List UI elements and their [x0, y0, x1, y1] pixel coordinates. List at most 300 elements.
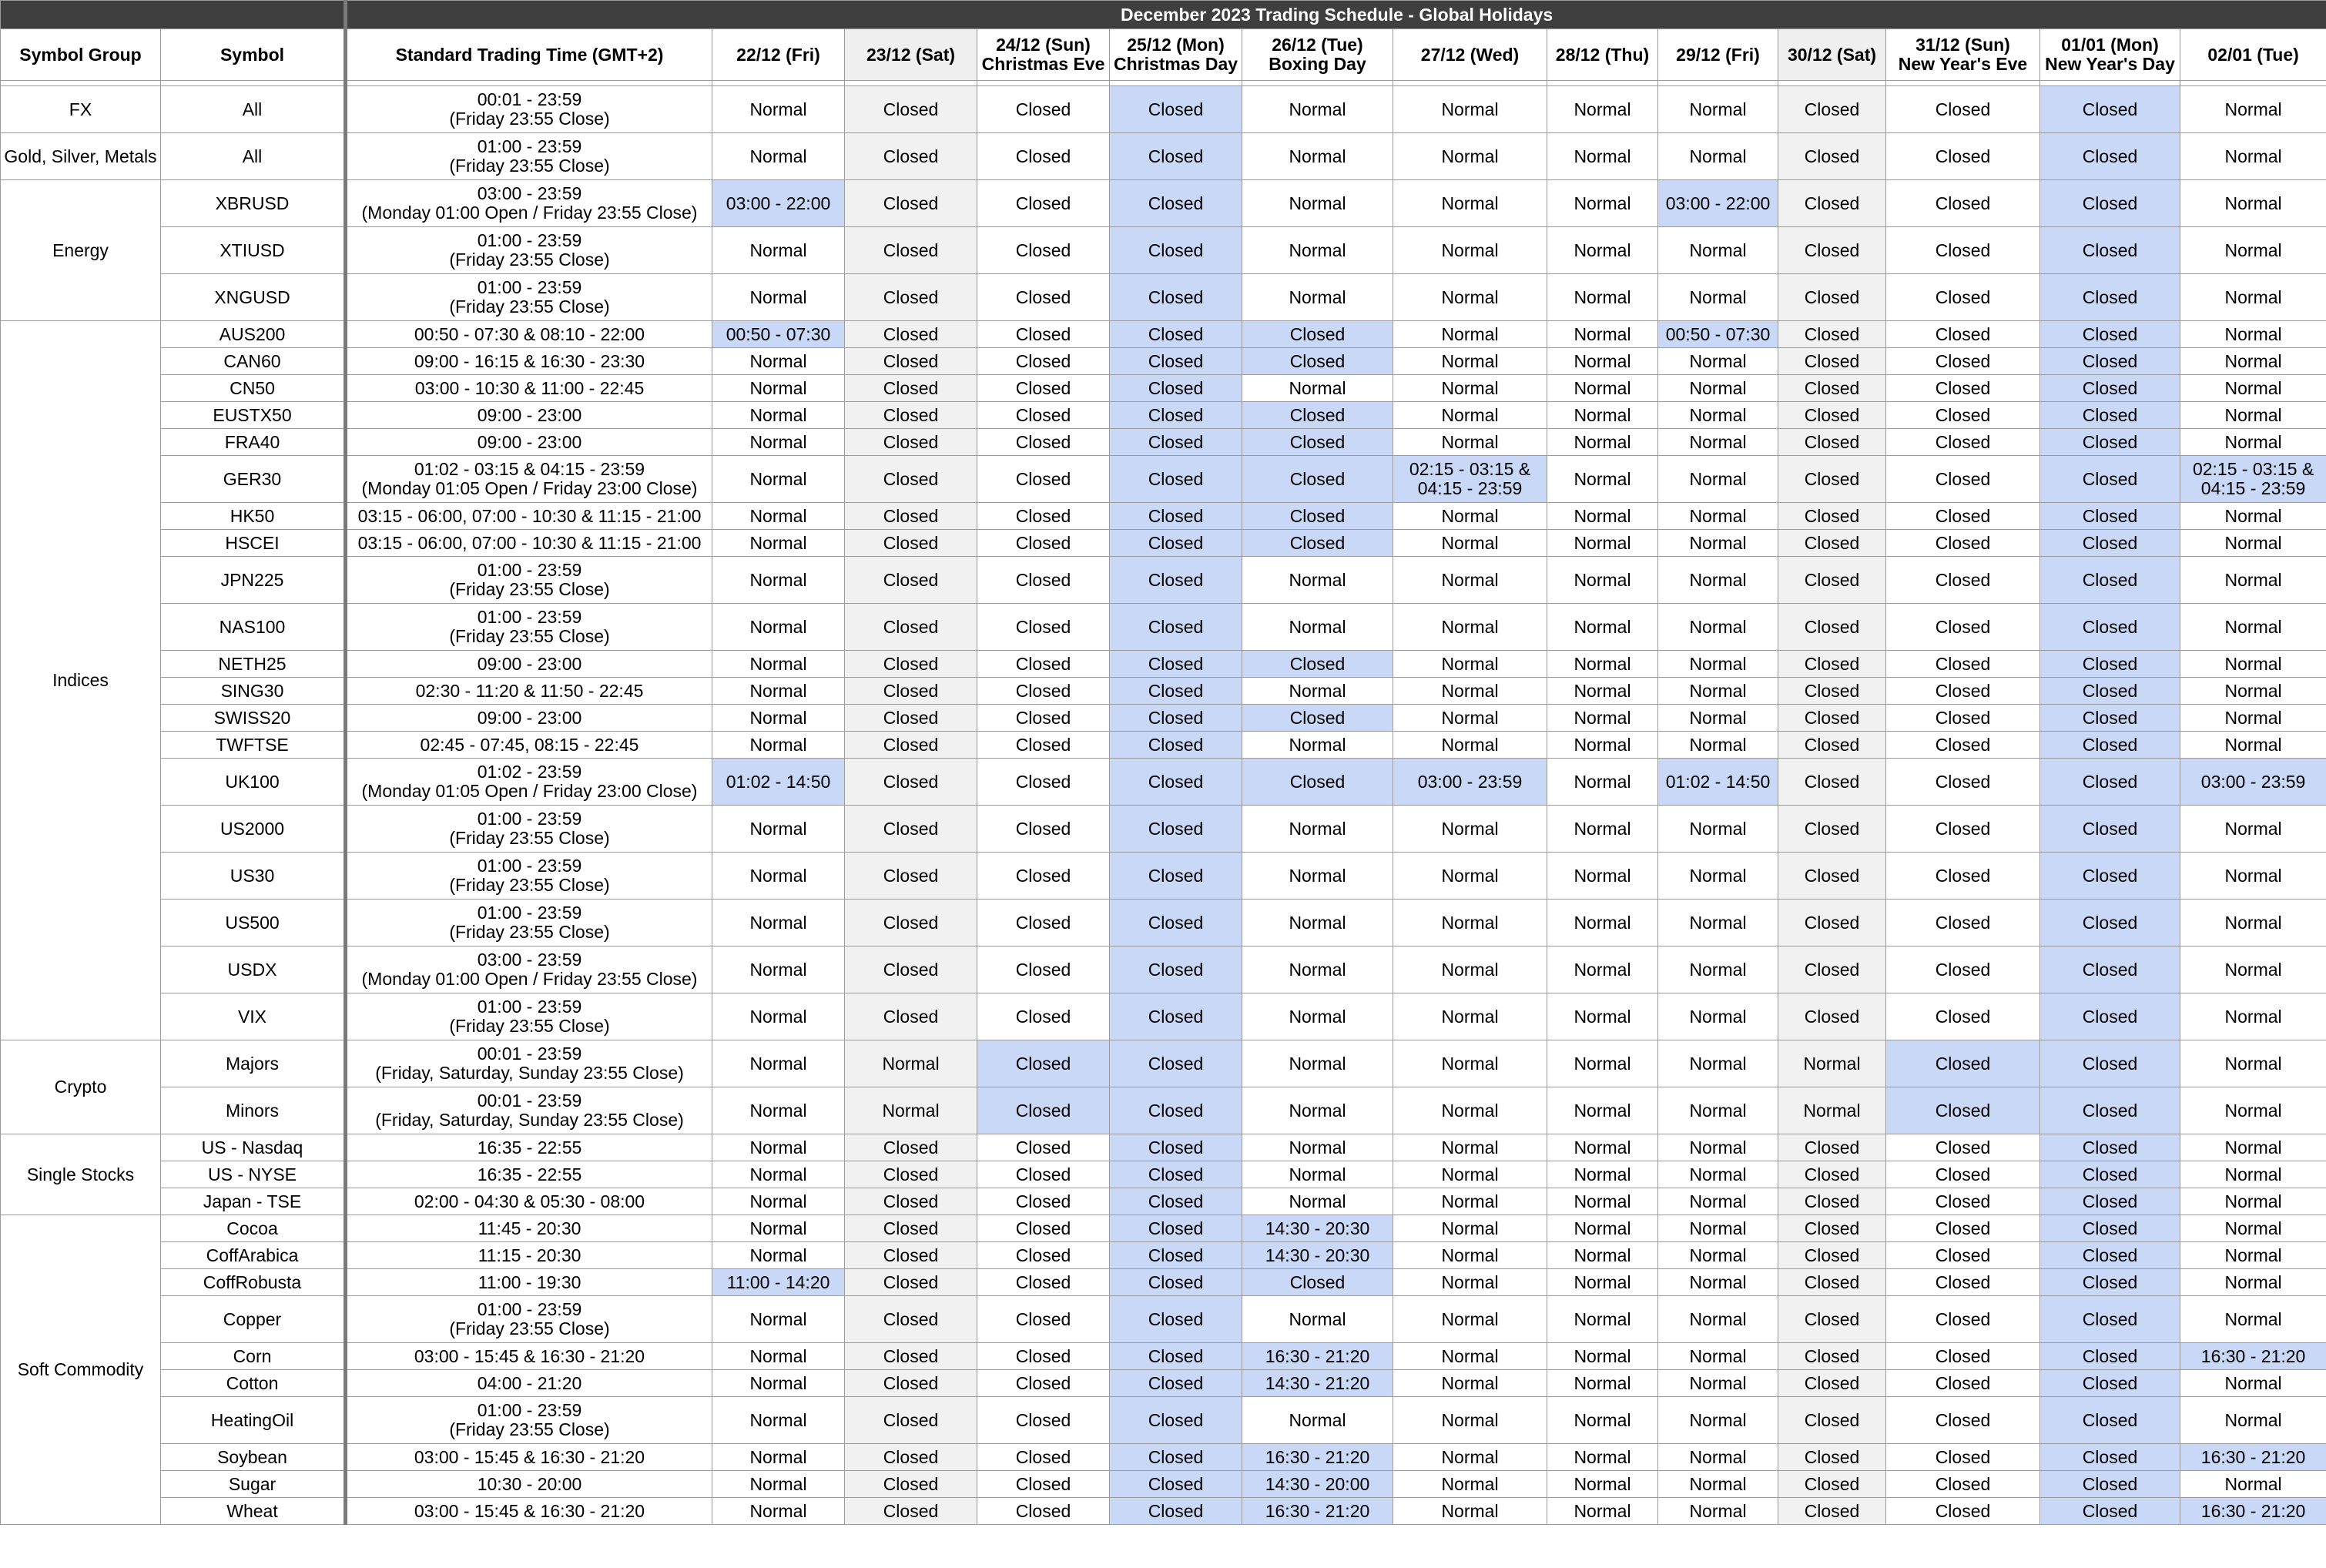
cell-text: 29/12 (Fri)	[1676, 44, 1760, 65]
table-row	[1, 946, 2326, 993]
day-cell	[1778, 180, 1886, 227]
cell-text: Closed	[1804, 1006, 1860, 1027]
cell-text: 28/12 (Thu)	[1555, 44, 1650, 65]
day-cell	[845, 1498, 977, 1525]
day-cell	[1393, 557, 1547, 604]
cell-text: 16:35 - 22:55	[477, 1137, 582, 1158]
cell-text: Normal	[1574, 1308, 1631, 1329]
cell-text: Closed	[1289, 505, 1346, 526]
cell-text: Normal	[1803, 1100, 1861, 1121]
day-cell	[1658, 321, 1778, 348]
day-cell	[2040, 227, 2180, 274]
standard-time-cell	[346, 759, 712, 806]
day-cell	[1393, 946, 1547, 993]
day-cell	[2180, 429, 2326, 456]
cell-text: Normal	[1574, 505, 1631, 526]
cell-text: Closed	[883, 323, 939, 344]
day-cell	[1242, 1242, 1393, 1269]
cell-text: Normal	[749, 1006, 807, 1027]
spacer-cell	[1393, 81, 1547, 86]
day-cell	[1778, 1498, 1886, 1525]
cell-text: 01:00 - 23:59	[477, 607, 582, 627]
day-cell	[1547, 806, 1658, 853]
day-cell	[1110, 274, 1242, 321]
cell-text: Normal	[2224, 1053, 2282, 1074]
symbol-cell: USDX	[161, 946, 346, 993]
cell-text: Normal	[2224, 1164, 2282, 1184]
day-cell	[2040, 946, 2180, 993]
table-row	[1, 86, 2326, 133]
cell-text: Normal	[1689, 1271, 1747, 1292]
table-row	[1, 180, 2326, 227]
day-cell	[1778, 1370, 1886, 1397]
cell-text: Normal	[1289, 146, 1346, 166]
cell-text: Closed	[1804, 468, 1860, 489]
cell-text: Closed	[1148, 1409, 1204, 1430]
day-cell	[1393, 1242, 1547, 1269]
cell-text: Normal	[1689, 1006, 1747, 1027]
cell-text: Normal	[1689, 1053, 1747, 1074]
symbol-cell: EUSTX50	[161, 402, 346, 429]
cell-text: Closed	[1804, 193, 1860, 213]
day-cell	[1110, 678, 1242, 705]
day-cell	[712, 321, 845, 348]
cell-text: Closed	[1935, 1191, 1991, 1211]
cell-text: Christmas Day	[1113, 54, 1238, 74]
day-cell	[1242, 946, 1393, 993]
cell-text: Normal	[2224, 616, 2282, 637]
cell-text: Closed	[2082, 193, 2138, 213]
cell-text: Normal	[1574, 1218, 1631, 1238]
day-cell	[1110, 1242, 1242, 1269]
day-cell	[1393, 321, 1547, 348]
cell-text: Closed	[1148, 959, 1204, 980]
cell-text: Normal	[1689, 99, 1747, 119]
cell-text: Normal	[2224, 1409, 2282, 1430]
day-cell	[845, 530, 977, 557]
day-cell	[712, 1134, 845, 1161]
day-cell	[1242, 1161, 1393, 1188]
cell-text: 01:00 - 23:59	[477, 997, 582, 1017]
day-cell	[1547, 678, 1658, 705]
day-cell	[1778, 853, 1886, 900]
cell-text: Closed	[1935, 1164, 1991, 1184]
day-cell	[977, 1498, 1110, 1525]
spacer-cell	[1886, 81, 2040, 86]
cell-text: Closed	[1148, 1053, 1204, 1074]
day-cell	[2180, 1242, 2326, 1269]
day-cell	[1547, 1296, 1658, 1343]
cell-text: Closed	[2082, 1473, 2138, 1494]
cell-text: Closed	[1289, 771, 1346, 792]
cell-text: Closed	[2082, 505, 2138, 526]
day-cell	[1242, 993, 1393, 1040]
day-cell	[1110, 557, 1242, 604]
cell-text: 00:01 - 23:59	[477, 1091, 582, 1111]
cell-text: Normal	[749, 616, 807, 637]
day-cell	[1393, 1498, 1547, 1525]
cell-text: Normal	[2224, 1137, 2282, 1158]
cell-text: Normal	[749, 350, 807, 371]
cell-text: Normal	[749, 569, 807, 590]
header-spacer	[1, 81, 2326, 86]
cell-text: Closed	[883, 240, 939, 260]
cell-text: Closed	[1015, 1308, 1071, 1329]
cell-text: Closed	[1015, 653, 1071, 674]
day-cell	[1393, 1188, 1547, 1215]
day-cell	[845, 806, 977, 853]
cell-text: Normal	[1441, 680, 1499, 701]
day-cell	[1547, 1444, 1658, 1471]
day-cell	[2040, 759, 2180, 806]
cell-text: Normal	[749, 1218, 807, 1238]
day-cell	[2040, 1040, 2180, 1087]
header-row	[1, 29, 2326, 81]
cell-text: 02:00 - 04:30 & 05:30 - 08:00	[414, 1191, 645, 1211]
cell-text: Closed	[1148, 193, 1204, 213]
day-cell	[1393, 402, 1547, 429]
cell-text: Normal	[1689, 959, 1747, 980]
cell-text: Normal	[1574, 1137, 1631, 1158]
cell-text: 03:00 - 23:59	[2200, 771, 2306, 792]
day-cell	[2180, 1161, 2326, 1188]
day-cell	[1393, 759, 1547, 806]
day-cell	[2180, 227, 2326, 274]
cell-text: Closed	[1804, 1164, 1860, 1184]
day-cell	[1547, 557, 1658, 604]
day-cell	[712, 806, 845, 853]
cell-text: Closed	[1015, 959, 1071, 980]
day-cell	[1110, 180, 1242, 227]
cell-text: Normal	[2224, 377, 2282, 398]
cell-text: Normal	[2224, 99, 2282, 119]
symbol-cell: NAS100	[161, 604, 346, 651]
cell-text: Closed	[1015, 286, 1071, 307]
day-cell	[1547, 375, 1658, 402]
day-cell	[1778, 1343, 1886, 1370]
day-cell	[1242, 651, 1393, 678]
cell-text: Normal	[1689, 1446, 1747, 1467]
day-cell	[1886, 402, 2040, 429]
cell-text: Normal	[1574, 99, 1631, 119]
day-cell	[712, 227, 845, 274]
cell-text: Normal	[1441, 146, 1499, 166]
cell-text: Normal	[2224, 1191, 2282, 1211]
day-cell	[2040, 86, 2180, 133]
cell-text: Normal	[1441, 959, 1499, 980]
cell-text: Normal	[1441, 734, 1499, 755]
cell-text: Closed	[1148, 818, 1204, 839]
day-cell	[1242, 180, 1393, 227]
standard-time-cell	[346, 321, 712, 348]
table-row	[1, 900, 2326, 946]
day-cell	[1242, 274, 1393, 321]
cell-text: Closed	[2082, 1191, 2138, 1211]
day-cell	[2040, 1188, 2180, 1215]
cell-text: 03:00 - 22:00	[1665, 193, 1771, 213]
day-cell	[845, 1471, 977, 1498]
day-cell	[1886, 530, 2040, 557]
cell-text: Closed	[1015, 1446, 1071, 1467]
day-cell	[1658, 503, 1778, 530]
day-cell	[977, 530, 1110, 557]
day-cell	[977, 429, 1110, 456]
cell-text: 11:45 - 20:30	[478, 1218, 582, 1238]
cell-text: Normal	[1574, 680, 1631, 701]
cell-text: Closed	[1289, 1271, 1346, 1292]
cell-text: Normal	[1689, 653, 1747, 674]
day-cell	[845, 180, 977, 227]
standard-time-cell	[346, 1269, 712, 1296]
cell-text: 14:30 - 20:00	[1265, 1473, 1370, 1494]
cell-text: Normal	[1689, 1500, 1747, 1521]
cell-text: Closed	[2082, 771, 2138, 792]
symbol-group-cell: Gold, Silver, Metals	[1, 133, 161, 180]
table-row	[1, 1040, 2326, 1087]
day-cell	[1110, 1215, 1242, 1242]
day-cell	[1547, 1040, 1658, 1087]
day-cell	[1547, 1471, 1658, 1498]
day-cell	[2040, 402, 2180, 429]
day-cell	[1110, 1343, 1242, 1370]
day-cell	[1658, 1242, 1778, 1269]
day-cell	[977, 1242, 1110, 1269]
cell-text: Normal	[2224, 286, 2282, 307]
cell-text: Closed	[1935, 1473, 1991, 1494]
day-cell	[1778, 806, 1886, 853]
table-row	[1, 375, 2326, 402]
cell-text: Closed	[1015, 734, 1071, 755]
cell-text: 14:30 - 20:30	[1265, 1245, 1370, 1265]
day-cell	[1778, 1242, 1886, 1269]
day-cell	[1242, 853, 1393, 900]
day-cell	[1547, 456, 1658, 503]
day-cell	[1658, 274, 1778, 321]
cell-text: Closed	[2082, 1137, 2138, 1158]
symbol-cell: AUS200	[161, 321, 346, 348]
day-cell	[1886, 759, 2040, 806]
day-cell	[1547, 604, 1658, 651]
day-cell	[1658, 1188, 1778, 1215]
day-cell	[712, 1471, 845, 1498]
day-cell	[1110, 530, 1242, 557]
table-row	[1, 651, 2326, 678]
cell-text: Normal	[2224, 1245, 2282, 1265]
cell-text: Closed	[1804, 532, 1860, 553]
cell-text: (Friday 23:55 Close)	[449, 1419, 610, 1439]
cell-text: 01:00 - 23:59	[477, 903, 582, 923]
day-cell	[1110, 900, 1242, 946]
day-cell	[2040, 1370, 2180, 1397]
cell-text: 02:15 - 03:15 &	[2192, 459, 2314, 479]
standard-time-cell	[346, 1370, 712, 1397]
day-cell	[1658, 732, 1778, 759]
day-cell	[977, 759, 1110, 806]
cell-text: Closed	[1148, 1006, 1204, 1027]
cell-text: Closed	[1148, 707, 1204, 728]
cell-text: Normal	[1441, 707, 1499, 728]
cell-text: Normal	[749, 707, 807, 728]
cell-text: (Friday 23:55 Close)	[449, 579, 610, 599]
day-cell	[1393, 1134, 1547, 1161]
cell-text: Normal	[1441, 1409, 1499, 1430]
cell-text: Closed	[2082, 1218, 2138, 1238]
day-cell	[1658, 402, 1778, 429]
cell-text: Closed	[1804, 1191, 1860, 1211]
day-cell	[1110, 1370, 1242, 1397]
cell-text: (Friday 23:55 Close)	[449, 922, 610, 942]
cell-text: Closed	[1935, 1372, 1991, 1393]
day-cell	[1778, 348, 1886, 375]
cell-text: Closed	[1804, 1245, 1860, 1265]
cell-text: Closed	[1935, 1409, 1991, 1430]
cell-text: Normal	[1689, 1308, 1747, 1329]
cell-text: Closed	[1148, 734, 1204, 755]
cell-text: 03:00 - 15:45 & 16:30 - 21:20	[414, 1500, 645, 1521]
cell-text: Closed	[2082, 468, 2138, 489]
cell-text: Normal	[1689, 1473, 1747, 1494]
day-cell	[1658, 133, 1778, 180]
cell-text: Normal	[749, 912, 807, 933]
day-cell	[977, 1343, 1110, 1370]
cell-text: Normal	[1574, 240, 1631, 260]
cell-text: Normal	[749, 1345, 807, 1366]
cell-text: 09:00 - 16:15 & 16:30 - 23:30	[414, 350, 645, 371]
day-cell	[1658, 375, 1778, 402]
day-cell	[2180, 705, 2326, 732]
cell-text: 16:30 - 21:20	[1265, 1345, 1370, 1366]
day-cell	[977, 1269, 1110, 1296]
cell-text: 16:30 - 21:20	[2200, 1446, 2306, 1467]
day-cell	[1778, 604, 1886, 651]
cell-text: Closed	[1804, 240, 1860, 260]
day-cell	[1393, 651, 1547, 678]
day-cell	[1242, 806, 1393, 853]
day-cell	[1658, 429, 1778, 456]
spacer-cell	[2180, 81, 2326, 86]
day-cell	[845, 375, 977, 402]
cell-text: Closed	[2082, 1446, 2138, 1467]
cell-text: Normal	[1574, 1100, 1631, 1121]
spacer-cell	[712, 81, 845, 86]
cell-text: Closed	[1015, 912, 1071, 933]
standard-time-cell	[346, 180, 712, 227]
cell-text: (Friday 23:55 Close)	[449, 250, 610, 270]
day-cell	[1658, 604, 1778, 651]
spacer-cell	[1242, 81, 1393, 86]
cell-text: Closed	[1015, 350, 1071, 371]
standard-time-cell	[346, 348, 712, 375]
cell-text: Closed	[2082, 1271, 2138, 1292]
cell-text: (Friday, Saturday, Sunday 23:55 Close)	[375, 1110, 684, 1130]
day-cell	[845, 227, 977, 274]
table-row	[1, 274, 2326, 321]
cell-text: Closed	[1148, 1446, 1204, 1467]
day-cell	[2040, 1134, 2180, 1161]
cell-text: Normal	[749, 377, 807, 398]
day-cell	[712, 705, 845, 732]
cell-text: 16:30 - 21:20	[2200, 1500, 2306, 1521]
cell-text: Normal	[1574, 818, 1631, 839]
cell-text: Closed	[1015, 505, 1071, 526]
day-cell	[712, 348, 845, 375]
cell-text: Closed	[883, 404, 939, 425]
cell-text: Normal	[1574, 377, 1631, 398]
cell-text: Normal	[1689, 912, 1747, 933]
cell-text: Closed	[1015, 1164, 1071, 1184]
cell-text: Closed	[1935, 532, 1991, 553]
cell-text: Closed	[1015, 771, 1071, 792]
cell-text: Normal	[1441, 193, 1499, 213]
cell-text: Normal	[1441, 653, 1499, 674]
cell-text: Closed	[883, 1164, 939, 1184]
cell-text: Normal	[1289, 912, 1346, 933]
cell-text: Normal	[1574, 431, 1631, 452]
cell-text: Normal	[1689, 616, 1747, 637]
day-cell	[712, 274, 845, 321]
cell-text: Closed	[1935, 1137, 1991, 1158]
cell-text: Normal	[1689, 240, 1747, 260]
day-cell	[1658, 900, 1778, 946]
day-cell	[1778, 678, 1886, 705]
day-cell	[1658, 946, 1778, 993]
cell-text: Closed	[1935, 912, 1991, 933]
day-cell	[1547, 759, 1658, 806]
cell-text: Closed	[1148, 653, 1204, 674]
day-cell	[2180, 1134, 2326, 1161]
day-cell	[1110, 1188, 1242, 1215]
day-cell	[1778, 321, 1886, 348]
table-row	[1, 321, 2326, 348]
day-cell	[977, 503, 1110, 530]
cell-text: Normal	[1441, 323, 1499, 344]
day-cell	[845, 1134, 977, 1161]
cell-text: Closed	[1015, 146, 1071, 166]
cell-text: Normal	[1289, 569, 1346, 590]
cell-text: Closed	[1148, 99, 1204, 119]
title-row	[1, 1, 2326, 29]
cell-text: Normal	[2224, 707, 2282, 728]
day-cell	[1393, 732, 1547, 759]
cell-text: Closed	[2082, 1345, 2138, 1366]
cell-text: 16:30 - 21:20	[1265, 1446, 1370, 1467]
day-cell	[712, 993, 845, 1040]
cell-text: Closed	[883, 377, 939, 398]
cell-text: Closed	[2082, 569, 2138, 590]
cell-text: Normal	[1574, 734, 1631, 755]
cell-text: Closed	[1015, 616, 1071, 637]
day-cell	[1242, 321, 1393, 348]
cell-text: Normal	[1689, 1409, 1747, 1430]
day-cell	[977, 321, 1110, 348]
day-cell	[1886, 1343, 2040, 1370]
day-cell	[2040, 133, 2180, 180]
symbol-cell: XBRUSD	[161, 180, 346, 227]
day-cell	[2180, 759, 2326, 806]
spacer-cell	[977, 81, 1110, 86]
cell-text: Closed	[1148, 680, 1204, 701]
day-cell	[2040, 274, 2180, 321]
symbol-cell: Minors	[161, 1087, 346, 1134]
day-cell	[977, 853, 1110, 900]
cell-text: New Year's Day	[2045, 54, 2175, 74]
standard-time-cell	[346, 557, 712, 604]
cell-text: Normal	[1441, 1245, 1499, 1265]
cell-text: Closed	[883, 431, 939, 452]
day-cell	[1242, 530, 1393, 557]
standard-time-cell	[346, 853, 712, 900]
day-cell	[1778, 1444, 1886, 1471]
